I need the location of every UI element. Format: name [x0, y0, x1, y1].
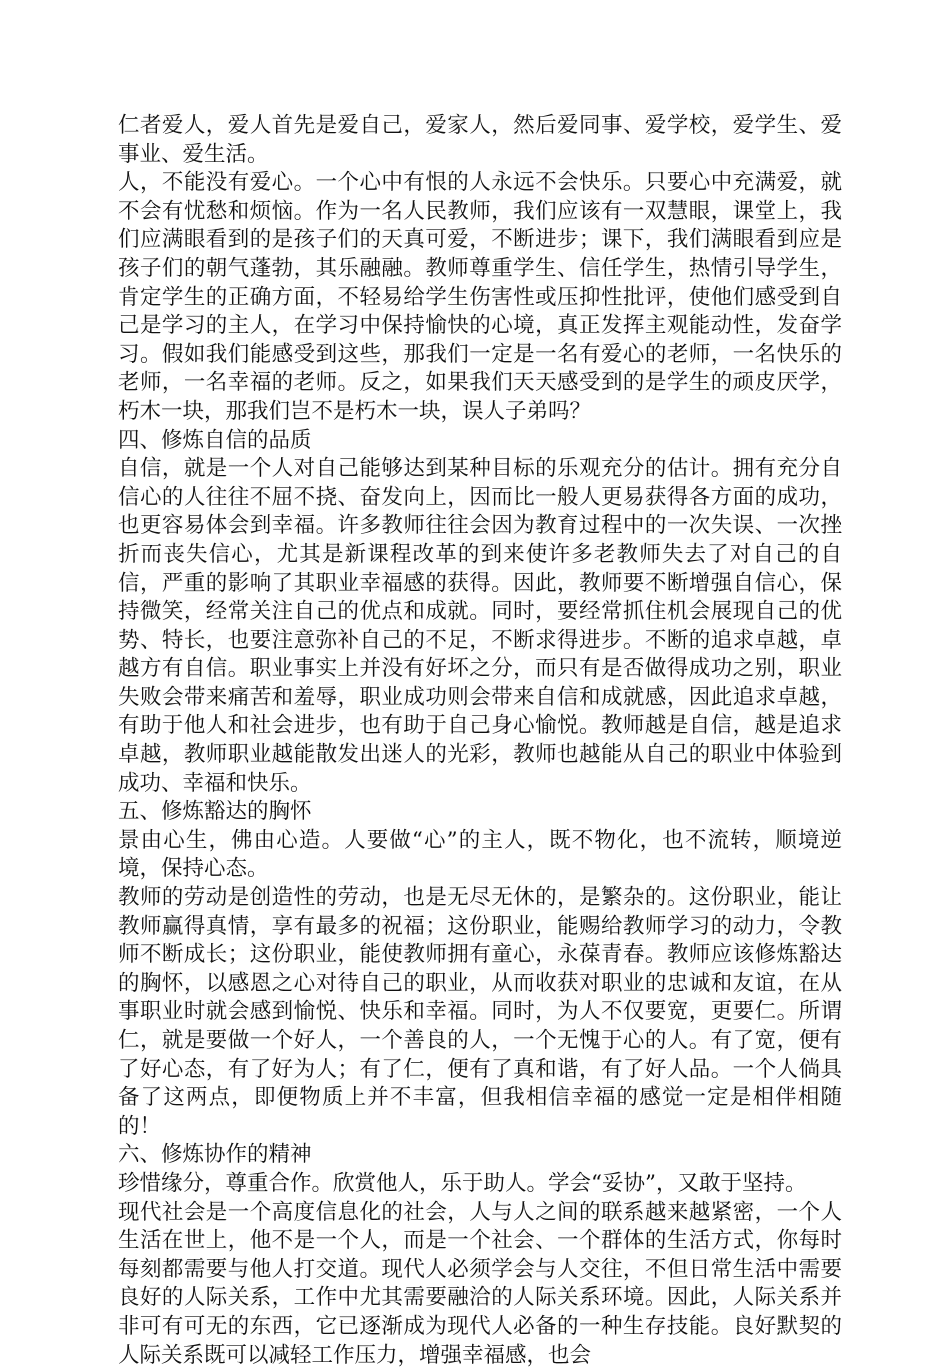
paragraph-7: 现代社会是一个高度信息化的社会，人与人之间的联系越来越紧密，一个人生活在世上，他不是一个人，而是一个社会、一个群体的生活方式，你每时每刻都需要与他人打交道。现代人必须学会与人交往，不但日常生活中需要良好的人际关系，工作中尤其需要融洽的人际关系环境。因此，人际关系并非可有可无的东西，它已逐渐成为现代人必备的一种生存技能。良好默契的人际关系既可以减轻工作压力，增强幸福感，也会: [118, 1199, 842, 1368]
section-heading-6: 六、修炼协作的精神: [118, 1142, 312, 1168]
document-page: [118, 112, 842, 1370]
paragraph-2: 人，不能没有爱心。一个心中有恨的人永远不会快乐。只要心中充满爱，就不会有忧愁和烦恼。作为一名人民教师，我们应该有一双慧眼，课堂上，我们应满眼看到的是孩子们的天真可爱，不断进步；课下，我们满眼看到应是孩子们的朝气蓬勃，其乐融融。教师尊重学生、信任学生，热情引导学生，肯定学生的正确方面，不轻易给学生伤害性或压抑性批评，使他们感受到自己是学习的主人，在学习中保持愉快的心境，真正发挥主观能动性，发奋学习。假如我们能感受到这些，那我们一定是一名有爱心的老师，一名快乐的老师，一名幸福的老师。反之，如果我们天天感受到的是学生的顽皮厌学，朽木一块，那我们岂不是朽木一块，误人子弟吗？: [118, 170, 842, 424]
paragraph-5: 教师的劳动是创造性的劳动，也是无尽无休的，是繁杂的。这份职业，能让教师赢得真情，享有最多的祝福；这份职业，能赐给教师学习的动力，令教师不断成长；这份职业，能使教师拥有童心，永葆青春。教师应该修炼豁达的胸怀，以感恩之心对待自己的职业，从而收获对职业的忠诚和友谊，在从事职业时就会感到愉悦、快乐和幸福。同时，为人不仅要宽，更要仁。所谓仁，就是要做一个好人，一个善良的人，一个无愧于心的人。有了宽，便有了好心态，有了好为人；有了仁，便有了真和谐，有了好人品。一个人倘具备了这两点，即便物质上并不丰富，但我相信幸福的感觉一定是相伴相随的！: [118, 885, 842, 1139]
paragraph-6: 珍惜缘分，尊重合作。欣赏他人，乐于助人。学会“妥协”，又敢于坚持。: [118, 1170, 807, 1196]
section-heading-4: 四、修炼自信的品质: [118, 427, 312, 453]
paragraph-4: 景由心生，佛由心造。人要做“心”的主人，既不物化，也不流转，顺境逆境，保持心态。: [118, 827, 842, 882]
section-heading-5: 五、修炼豁达的胸怀: [118, 799, 312, 825]
paragraph-1: 仁者爱人，爱人首先是爱自己，爱家人，然后爱同事、爱学校，爱学生、爱事业、爱生活。: [118, 113, 842, 167]
paragraph-3: 自信，就是一个人对自己能够达到某种目标的乐观充分的估计。拥有充分自信心的人往往不屈不挠、奋发向上，因而比一般人更易获得各方面的成功，也更容易体会到幸福。许多教师往往会因为教育过程中的一次失误、一次挫折而丧失信心，尤其是新课程改革的到来使许多老教师失去了对自己的自信，严重的影响了其职业幸福感的获得。因此，教师要不断增强自信心，保持微笑，经常关注自己的优点和成就。同时，要经常抓住机会展现自己的优势、特长，也要注意弥补自己的不足，不断求得进步。不断的追求卓越，卓越方有自信。职业事实上并没有好坏之分，而只有是否做得成功之别，职业失败会带来痛苦和羞辱，职业成功则会带来自信和成就感，因此追求卓越，有助于他人和社会进步，也有助于自己身心愉悦。教师越是自信，越是追求卓越，教师职业越能散发出迷人的光彩，教师也越能从自己的职业中体验到成功、幸福和快乐。: [118, 456, 842, 796]
